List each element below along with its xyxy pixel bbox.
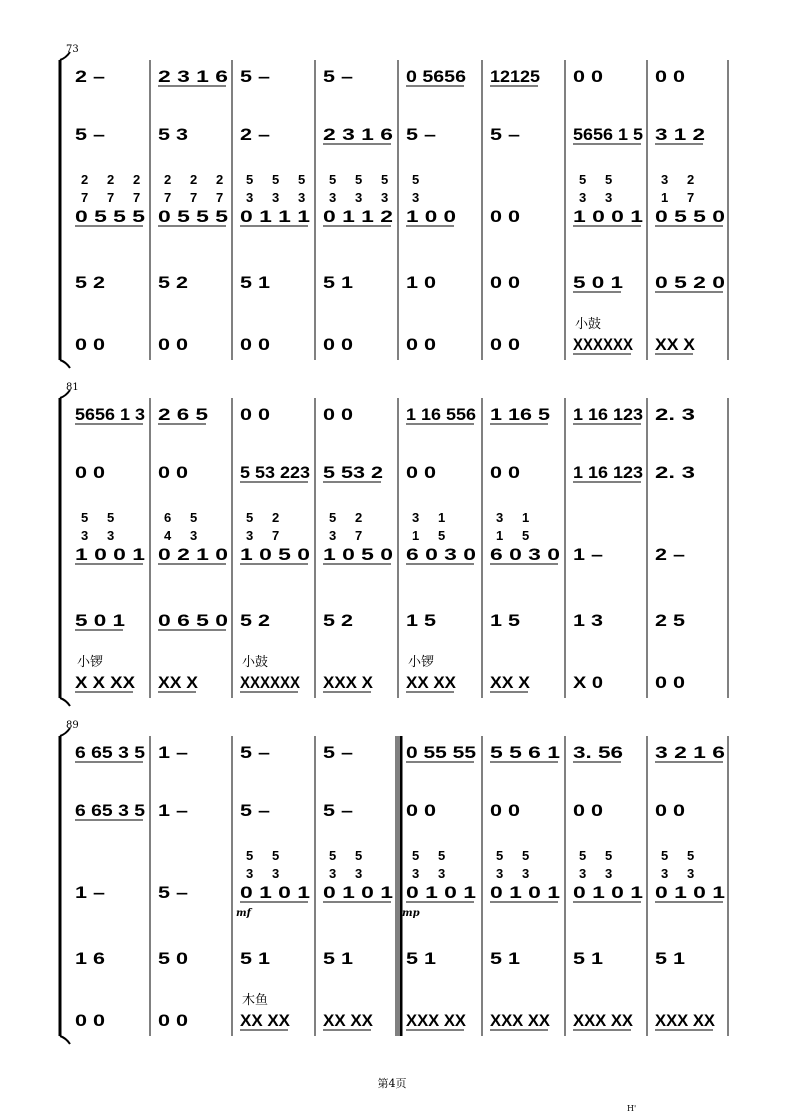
notation-cell: 0 1 0 1: [490, 883, 560, 902]
notation-cell: 6 0 3 0: [406, 545, 476, 564]
page-number: 第4页: [377, 1077, 407, 1090]
chord-upper: 2: [164, 172, 172, 187]
notation-cell: 0 0: [573, 67, 603, 86]
chord-upper: 5: [81, 510, 89, 525]
notation-cell: XXXXXX: [573, 335, 634, 354]
bracket-hook-top: [60, 728, 70, 736]
notation-cell: 2 5: [655, 611, 685, 630]
chord-upper: 5: [246, 848, 254, 863]
notation-cell: 1 0 5 0: [323, 545, 393, 564]
notation-cell: 0 0: [406, 463, 436, 482]
chord-lower: 7: [133, 190, 141, 205]
chord-lower: 3: [246, 190, 254, 205]
percussion-label: 木鱼: [242, 993, 269, 1008]
notation-cell: 2 3 1 6: [323, 125, 393, 144]
notation-cell: 0 55 55: [406, 743, 476, 762]
chord-lower: 3: [412, 866, 420, 881]
notation-cell: 0 0: [75, 463, 105, 482]
chord-upper: 2: [190, 172, 198, 187]
chord-upper: 5: [579, 848, 587, 863]
notation-cell: 0 1 0 1: [406, 883, 476, 902]
chord-lower: 7: [216, 190, 224, 205]
chord-upper: 5: [412, 848, 420, 863]
measure-number: 81: [66, 382, 79, 393]
notation-cell: 1 16 556: [406, 405, 476, 424]
notation-cell: 2 –: [240, 125, 270, 144]
notation-cell: 0 5 5 5: [75, 207, 145, 226]
notation-cell: 0 1 0 1: [240, 883, 310, 902]
notation-cell: 1 5: [406, 611, 436, 630]
chord-lower: 3: [381, 190, 389, 205]
notation-cell: 0 0: [490, 463, 520, 482]
notation-cell: 12125: [490, 67, 540, 86]
notation-cell: 1 0 5 0: [240, 545, 310, 564]
corner-mark: H': [627, 1104, 637, 1113]
notation-cell: 0 0: [406, 801, 436, 820]
measure-number: 89: [66, 720, 79, 731]
notation-cell: 3. 56: [573, 743, 623, 762]
notation-cell: 1 16 5: [490, 405, 550, 424]
notation-cell: 0 0: [573, 801, 603, 820]
notation-cell: 5 –: [406, 125, 436, 144]
chord-upper: 5: [246, 172, 254, 187]
chord-upper: 5: [496, 848, 504, 863]
percussion-label: 小鼓: [242, 655, 269, 670]
chord-upper: 6: [164, 510, 172, 525]
chord-upper: 2: [216, 172, 224, 187]
notation-cell: 0 5 5 5: [158, 207, 228, 226]
notation-cell: 5 1: [573, 949, 603, 968]
notation-cell: 5 0 1: [75, 611, 125, 630]
chord-upper: 5: [381, 172, 389, 187]
notation-cell: 1 –: [158, 801, 188, 820]
notation-cell: 5 –: [323, 67, 353, 86]
notation-cell: 2. 3: [655, 405, 695, 424]
chord-upper: 5: [329, 510, 337, 525]
notation-cell: XXX X: [323, 673, 374, 692]
notation-cell: 5 1: [323, 273, 353, 292]
chord-lower: 7: [687, 190, 695, 205]
notation-cell: 6 65 3 5: [75, 801, 145, 820]
notation-cell: 1 3: [573, 611, 603, 630]
notation-cell: 1 –: [75, 883, 105, 902]
chord-upper: 2: [107, 172, 115, 187]
notation-cell: 0 0: [158, 463, 188, 482]
notation-cell: 5 1: [406, 949, 436, 968]
notation-cell: 2. 3: [655, 463, 695, 482]
notation-cell: 0 0: [490, 273, 520, 292]
notation-cell: 2 –: [75, 67, 105, 86]
chord-upper: 5: [438, 848, 446, 863]
notation-cell: 0 0: [655, 673, 685, 692]
notation-cell: 2 –: [655, 545, 685, 564]
notation-cell: XXX XX: [406, 1011, 467, 1030]
notation-cell: XX X: [490, 673, 531, 692]
chord-lower: 3: [272, 190, 280, 205]
chord-lower: 3: [246, 866, 254, 881]
notation-cell: 1 5: [490, 611, 520, 630]
notation-cell: XX XX: [240, 1011, 291, 1030]
chord-upper: 5: [272, 172, 280, 187]
notation-cell: 5 –: [158, 883, 188, 902]
chord-upper: 1: [438, 510, 446, 525]
chord-upper: 5: [246, 510, 254, 525]
notation-cell: 2 6 5: [158, 405, 208, 424]
notation-cell: 5 –: [240, 67, 270, 86]
chord-lower: 3: [687, 866, 695, 881]
notation-cell: 0 5656: [406, 67, 466, 86]
chord-upper: 5: [190, 510, 198, 525]
chord-upper: 5: [329, 848, 337, 863]
chord-upper: 2: [133, 172, 141, 187]
notation-cell: 0 0: [655, 67, 685, 86]
notation-cell: 0 1 0 1: [573, 883, 643, 902]
notation-cell: XX X: [158, 673, 199, 692]
chord-lower: 3: [579, 866, 587, 881]
notation-cell: 0 6 5 0: [158, 611, 228, 630]
chord-upper: 5: [661, 848, 669, 863]
chord-upper: 5: [605, 848, 613, 863]
chord-upper: 5: [355, 172, 363, 187]
chord-lower: 1: [496, 528, 504, 543]
bracket-hook-bottom: [60, 1036, 70, 1044]
chord-lower: 3: [298, 190, 306, 205]
notation-cell: 5 –: [240, 801, 270, 820]
notation-cell: 3 2 1 6: [655, 743, 725, 762]
chord-lower: 3: [605, 866, 613, 881]
chord-upper: 2: [81, 172, 89, 187]
bracket-hook-top: [60, 52, 70, 60]
notation-cell: X X XX: [75, 673, 136, 692]
chord-upper: 5: [605, 172, 613, 187]
chord-lower: 3: [355, 866, 363, 881]
notation-cell: 1 0 0: [406, 207, 456, 226]
notation-cell: 0 0: [323, 335, 353, 354]
notation-cell: 5 1: [240, 273, 270, 292]
chord-upper: 5: [412, 172, 420, 187]
chord-lower: 7: [190, 190, 198, 205]
chord-lower: 3: [522, 866, 530, 881]
chord-lower: 3: [661, 866, 669, 881]
notation-cell: 5 3: [158, 125, 188, 144]
chord-lower: 5: [438, 528, 446, 543]
notation-cell: XXX XX: [490, 1011, 551, 1030]
notation-cell: 0 5 5 0: [655, 207, 725, 226]
notation-cell: 1 16 123: [573, 463, 643, 482]
notation-cell: XXX XX: [655, 1011, 716, 1030]
bracket-hook-top: [60, 390, 70, 398]
chord-upper: 3: [496, 510, 504, 525]
bracket-hook-bottom: [60, 360, 70, 368]
notation-cell: 0 0: [655, 801, 685, 820]
chord-lower: 3: [329, 190, 337, 205]
notation-cell: 5 2: [323, 611, 353, 630]
notation-cell: 5 –: [490, 125, 520, 144]
notation-cell: 5 –: [323, 801, 353, 820]
notation-cell: 5 0 1: [573, 273, 623, 292]
notation-cell: 5 2: [75, 273, 105, 292]
notation-cell: 0 0: [158, 335, 188, 354]
notation-cell: 0 0: [323, 405, 353, 424]
chord-upper: 1: [522, 510, 530, 525]
notation-cell: 0 0: [240, 405, 270, 424]
notation-cell: 5 2: [240, 611, 270, 630]
notation-cell: X 0: [573, 673, 603, 692]
notation-cell: 5 –: [323, 743, 353, 762]
notation-cell: 0 1 0 1: [655, 883, 725, 902]
chord-lower: 3: [412, 190, 420, 205]
notation-cell: 1 –: [158, 743, 188, 762]
chord-upper: 5: [522, 848, 530, 863]
chord-upper: 5: [355, 848, 363, 863]
chord-lower: 3: [329, 528, 337, 543]
notation-cell: 1 0: [406, 273, 436, 292]
notation-cell: 5656 1 3: [75, 405, 145, 424]
chord-upper: 5: [329, 172, 337, 187]
notation-cell: 0 1 0 1: [323, 883, 393, 902]
notation-cell: 1 0 0 1: [573, 207, 643, 226]
notation-cell: XX XX: [406, 673, 457, 692]
notation-cell: 0 0: [75, 1011, 105, 1030]
notation-cell: XXXXXX: [240, 673, 301, 692]
notation-cell: 5 53 223: [240, 463, 310, 482]
chord-lower: 7: [107, 190, 115, 205]
notation-cell: 0 0: [490, 335, 520, 354]
notation-cell: 0 0: [240, 335, 270, 354]
chord-lower: 3: [355, 190, 363, 205]
percussion-label: 小鼓: [575, 317, 602, 332]
notation-cell: 5 –: [240, 743, 270, 762]
notation-cell: 0 0: [490, 207, 520, 226]
notation-cell: 0 5 2 0: [655, 273, 725, 292]
notation-cell: 5 53 2: [323, 463, 383, 482]
chord-lower: 5: [522, 528, 530, 543]
chord-lower: 1: [412, 528, 420, 543]
dynamic-marking: mf: [236, 908, 251, 919]
notation-cell: 1 6: [75, 949, 105, 968]
notation-cell: 5 2: [158, 273, 188, 292]
chord-lower: 3: [190, 528, 198, 543]
chord-lower: 1: [661, 190, 669, 205]
bracket-hook-bottom: [60, 698, 70, 706]
chord-upper: 5: [687, 848, 695, 863]
notation-cell: XX X: [655, 335, 696, 354]
dynamic-marking: mp: [402, 908, 420, 919]
chord-lower: 3: [329, 866, 337, 881]
chord-lower: 3: [107, 528, 115, 543]
chord-lower: 7: [164, 190, 172, 205]
notation-cell: 1 16 123: [573, 405, 643, 424]
chord-upper: 5: [107, 510, 115, 525]
notation-cell: 0 1 1 2: [323, 207, 393, 226]
measure-number: 73: [66, 44, 79, 55]
notation-cell: 5 0: [158, 949, 188, 968]
chord-lower: 4: [164, 528, 172, 543]
percussion-label: 小锣: [408, 655, 435, 670]
notation-cell: 0 0: [490, 801, 520, 820]
notation-cell: 0 0: [406, 335, 436, 354]
chord-upper: 2: [272, 510, 280, 525]
percussion-label: 小锣: [77, 655, 104, 670]
notation-cell: 2 3 1 6: [158, 67, 228, 86]
notation-cell: 0 0: [158, 1011, 188, 1030]
notation-cell: 1 0 0 1: [75, 545, 145, 564]
chord-lower: 7: [81, 190, 89, 205]
chord-upper: 5: [272, 848, 280, 863]
chord-upper: 5: [579, 172, 587, 187]
notation-cell: 5 5 6 1: [490, 743, 560, 762]
chord-lower: 3: [81, 528, 89, 543]
chord-upper: 3: [412, 510, 420, 525]
chord-upper: 2: [687, 172, 695, 187]
notation-cell: 5656 1 5: [573, 125, 643, 144]
chord-lower: 7: [355, 528, 363, 543]
notation-cell: 0 2 1 0: [158, 545, 228, 564]
notation-cell: 6 0 3 0: [490, 545, 560, 564]
chord-lower: 3: [272, 866, 280, 881]
chord-lower: 3: [438, 866, 446, 881]
notation-cell: 5 –: [75, 125, 105, 144]
notation-cell: 0 0: [75, 335, 105, 354]
chord-lower: 7: [272, 528, 280, 543]
notation-cell: 1 –: [573, 545, 603, 564]
chord-upper: 3: [661, 172, 669, 187]
chord-upper: 5: [298, 172, 306, 187]
chord-lower: 3: [496, 866, 504, 881]
chord-lower: 3: [579, 190, 587, 205]
chord-lower: 3: [246, 528, 254, 543]
notation-cell: 5 1: [655, 949, 685, 968]
chord-upper: 2: [355, 510, 363, 525]
notation-cell: 0 1 1 1: [240, 207, 310, 226]
notation-cell: 3 1 2: [655, 125, 705, 144]
notation-cell: 5 1: [240, 949, 270, 968]
notation-cell: 5 1: [490, 949, 520, 968]
notation-cell: XXX XX: [573, 1011, 634, 1030]
notation-cell: 6 65 3 5: [75, 743, 145, 762]
notation-cell: XX XX: [323, 1011, 374, 1030]
notation-cell: 5 1: [323, 949, 353, 968]
chord-lower: 3: [605, 190, 613, 205]
